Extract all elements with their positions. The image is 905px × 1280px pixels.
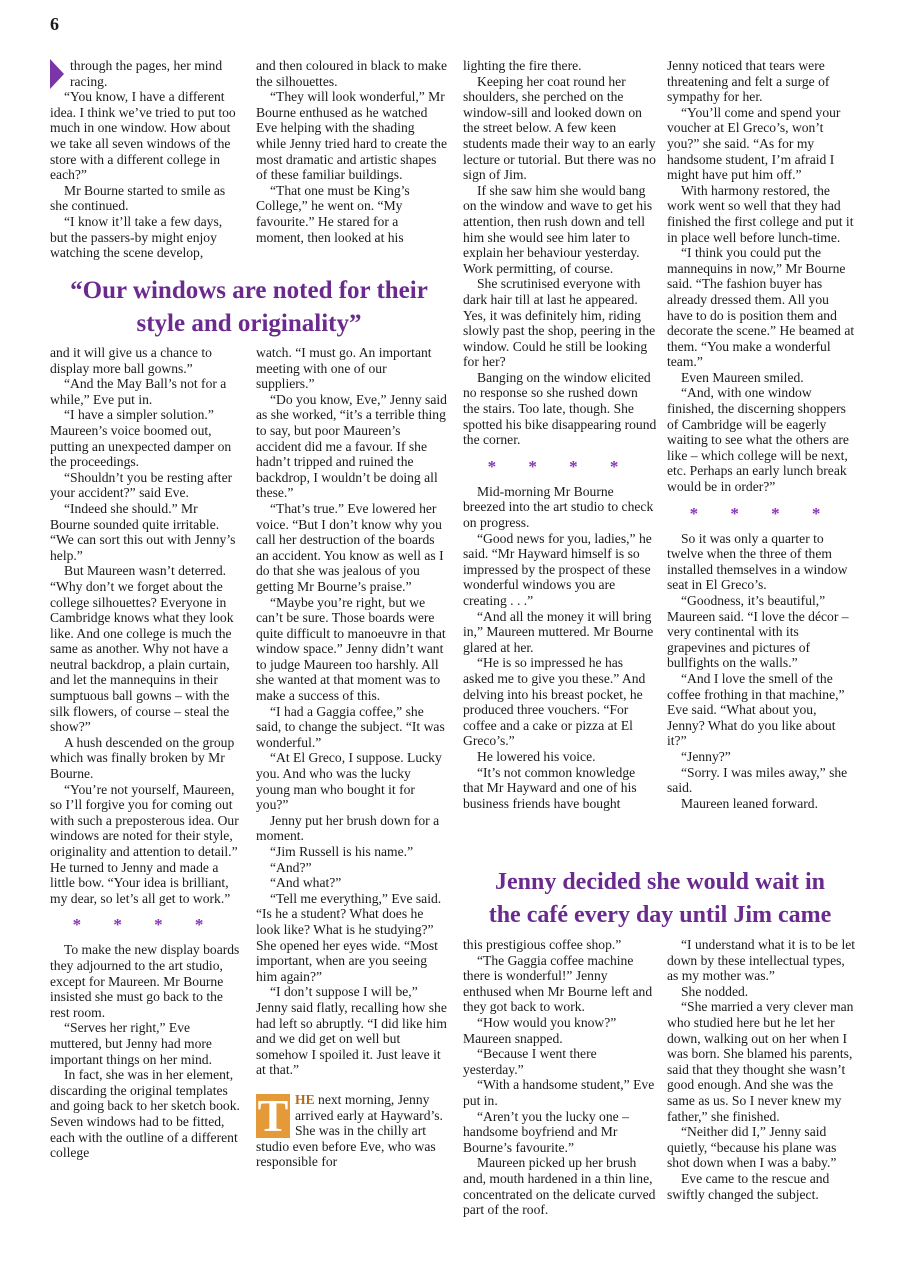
paragraph: Even Maureen smiled. bbox=[681, 369, 804, 385]
paragraph: Maureen picked up her brush and, mouth hardened in a thin line, concentrated on the delicate curved part of the roof. bbox=[463, 1155, 656, 1218]
pull-quote-line: style and originality” bbox=[136, 310, 362, 337]
section-break-stars: * * * * bbox=[72, 915, 218, 935]
paragraph: “Sorry. I was miles away,” she said. bbox=[667, 764, 848, 796]
paragraph: “And?” bbox=[270, 859, 312, 875]
paragraph: In fact, she was in her element, discarding the original templates and going back to her sketch book. Seven windows had to be fitted, each with the outline of a different college bbox=[50, 1067, 240, 1161]
section-break-stars: * * * * bbox=[487, 456, 633, 476]
paragraph: If she saw him she would bang on the window and wave to get his attention, then rush down and tell him she would see him later to explain her behaviour yesterday. Work permitting, of course. bbox=[463, 182, 653, 276]
paragraph: She nodded. bbox=[681, 983, 749, 999]
paragraph: Mid-morning Mr Bourne breezed into the art studio to check on progress. bbox=[463, 483, 654, 531]
paragraph: through the pages, her mind racing. bbox=[70, 58, 223, 89]
paragraph: “Maybe you’re right, but we can’t be sure. Those boards were quite difficult to manoeuvre in that window space.” Jenny didn’t want to judge Maureen too harshly. All she wanted at that moment was to make a success of this. bbox=[256, 594, 446, 704]
paragraph: lighting the fire there. bbox=[463, 58, 582, 73]
paragraph: He lowered his voice. bbox=[477, 748, 596, 764]
pull-quote-line: “Our windows are noted for their bbox=[70, 277, 428, 304]
paragraph: “That’s true.” Eve lowered her voice. “But I don’t know why you call her destruction of the boards an accident. You know as well as I do that she was jealous of you getting Mr Bourne’s praise.” bbox=[256, 500, 444, 594]
paragraph: With harmony restored, the work went so well that they had finished the first college and put it in place well before lunch-time. bbox=[667, 182, 854, 245]
paragraph: and then coloured in black to make the silhouettes. bbox=[256, 58, 448, 89]
paragraph: “And all the money it will bring in,” Maureen muttered. Mr Bourne glared at her. bbox=[463, 608, 654, 655]
paragraph: “And I love the smell of the coffee frothing in that machine,” Eve said. “What about you, Jenny? What do you like about it?” bbox=[667, 670, 845, 749]
paragraph: “Neither did I,” Jenny said quietly, “because his plane was shot down when I was a baby.” bbox=[667, 1124, 837, 1171]
paragraph: To make the new display boards they adjourned to the art studio, except for Maureen. Mr Bourne insisted she must go back to the rest room. bbox=[50, 942, 240, 1020]
pull-quote-line: the café every day until Jim came bbox=[488, 902, 832, 928]
arrow-icon bbox=[50, 59, 64, 89]
paragraph: “Do you know, Eve,” Jenny said as she worked, “it’s a terrible thing to say, but poor Maureen’s accident did me a favour. If she hadn’t tripped and ruined the backdrop, I wouldn’t be doing all these.” bbox=[256, 391, 447, 501]
paragraph: “How would you know?” Maureen snapped. bbox=[463, 1014, 617, 1046]
column-1-bottom bbox=[50, 345, 240, 1161]
paragraph: “I had a Gaggia coffee,” she said, to change the subject. “It was wonderful.” bbox=[256, 703, 445, 750]
paragraph: “Tell me everything,” Eve said. “Is he a student? What does he look like? What is he studying?” She opened her eyes wide. “Most important, when are you seeing him again?” bbox=[256, 890, 442, 984]
paragraph: “You’re not yourself, Maureen, so I’ll forgive you for coming out with such a preposterous idea. Our windows are noted for their style, originality and attention to detail.” He turned to Jenny and made a little bow. “Your idea is brilliant, my dear, so let’s all get to work.” bbox=[50, 781, 239, 906]
paragraph: “Good news for you, ladies,” he said. “Mr Hayward himself is so impressed by the prospect of these wonderful windows you are creating . . .” bbox=[463, 530, 652, 608]
paragraph: “Goodness, it’s beautiful,” Maureen said. “I love the décor – very continental with its grapevines and pictures of bullfights on the walls.” bbox=[667, 593, 849, 671]
paragraph: A hush descended on the group which was finally broken by Mr Bourne. bbox=[50, 734, 235, 782]
paragraph: “He is so impressed he has asked me to give you these.” And delving into his breast pocket, he produced three vouchers. “For coffee and a cake or pizza at El Greco’s.” bbox=[463, 655, 646, 749]
paragraph: “Aren’t you the lucky one – handsome boyfriend and Mr Bourne’s favourite.” bbox=[463, 1108, 629, 1155]
paragraph: “I think you could put the mannequins in now,” Mr Bourne said. “The fashion buyer has already dressed them. All you have to do is position them and decorate the scene.” He beamed at them. “You make a wonderful team.” bbox=[667, 245, 855, 370]
paragraph: “And what?” bbox=[270, 875, 342, 891]
paragraph: “Serves her right,” Eve muttered, but Jenny had more important things on her mind. bbox=[50, 1020, 212, 1067]
paragraph: “You’ll come and spend your voucher at El Greco’s, won’t you?” she said. “As for my handsome student, I’m afraid I might have put him off.” bbox=[667, 104, 841, 183]
paragraph: “She married a very clever man who studied here but he let her down, walking out on her when I was born. She blamed his parents, said that they thought she wasn’t good enough. And she was the same as us. So I never knew my father,” she finished. bbox=[667, 999, 854, 1124]
paragraph: “Jim Russell is his name.” bbox=[270, 844, 414, 859]
paragraph: Keeping her coat round her shoulders, she perched on the window-sill and looked down on the street below. A few keen students made their way to an early lecture or tutorial. But there was no sign of Jim. bbox=[463, 73, 656, 183]
paragraph: this prestigious coffee shop.” bbox=[463, 937, 622, 952]
paragraph: Mr Bourne started to smile as she continued. bbox=[50, 182, 226, 214]
paragraph: Maureen leaned forward. bbox=[681, 795, 818, 811]
paragraph: “Because I went there yesterday.” bbox=[463, 1046, 597, 1077]
column-2-top bbox=[256, 58, 448, 245]
paragraph-text: next morning, Jenny arrived early at Hayward’s. She was in the chilly art studio even before Eve, who was responsible for bbox=[256, 1091, 443, 1170]
dropcap-paragraph bbox=[256, 1089, 448, 1170]
paragraph: “And the May Ball’s not for a while,” Eve put in. bbox=[50, 376, 227, 407]
pull-quote-1 bbox=[46, 274, 452, 340]
paragraph: watch. “I must go. An important meeting with one of our suppliers.” bbox=[256, 345, 432, 392]
paragraph: “You know, I have a different idea. I think we’ve tried to put too much in one window. How about we take all seven windows of the store with a different college in each?” bbox=[50, 89, 236, 183]
small-caps: HE bbox=[295, 1091, 315, 1107]
paragraph: “At El Greco, I suppose. Lucky you. And who was the lucky young man who bought it for you?” bbox=[256, 750, 442, 813]
paragraph: Jenny put her brush down for a moment. bbox=[256, 812, 440, 844]
paragraph: “That one must be King’s College,” he went on. “My favourite.” He stared for a moment, then looked at his bbox=[256, 182, 410, 245]
column-1-top bbox=[50, 58, 240, 261]
paragraph: She scrutinised everyone with dark hair till at last he appeared. Yes, it was definitely him, riding slowly past the shop, peering in the window. Could he still be looking for her? bbox=[463, 276, 656, 370]
paragraph: Banging on the window elicited no response so she rushed down the stairs. Too late, though. She spotted his bike disappearing round the corner. bbox=[463, 369, 657, 448]
paragraph: So it was only a quarter to twelve when the three of them installed themselves in a window seat in El Greco’s. bbox=[667, 530, 848, 593]
column-3 bbox=[463, 58, 657, 811]
paragraph: “Shouldn’t you be resting after your accident?” said Eve. bbox=[50, 469, 233, 501]
paragraph: “And, with one window finished, the discerning shoppers of Cambridge will be eagerly waiting to see what the others are like – which college will be next, etc. Perhaps an early lunch break would be in order?” bbox=[667, 385, 849, 495]
paragraph: “I don’t suppose I will be,” Jenny said flatly, recalling how she had left so abruptly. “I did like him and we did get on well but somehow I spoiled it. Just leave it at that.” bbox=[256, 984, 447, 1078]
paragraph: Jenny noticed that tears were threatening and felt a surge of sympathy for her. bbox=[667, 58, 830, 105]
paragraph: “Indeed she should.” Mr Bourne sounded quite irritable. “We can sort this out with Jenny’s help.” bbox=[50, 500, 236, 563]
paragraph: “I know it’ll take a few days, but the passers-by might enjoy watching the scene develop, bbox=[50, 213, 223, 261]
paragraph: “Jenny?” bbox=[681, 748, 731, 764]
page-number: 6 bbox=[50, 14, 59, 34]
column-4 bbox=[667, 58, 857, 811]
paragraph: Eve came to the rescue and swiftly changed the subject. bbox=[667, 1170, 830, 1202]
column-3-bottom bbox=[463, 937, 657, 1218]
column-2-bottom bbox=[256, 345, 448, 1170]
pull-quote-2 bbox=[458, 866, 862, 932]
column-4-bottom bbox=[667, 937, 857, 1202]
paragraph: “It’s not common knowledge that Mr Hayward and one of his business friends have bought bbox=[463, 764, 637, 811]
paragraph: “They will look wonderful,” Mr Bourne enthused as he watched Eve helping with the shading while Jenny tried hard to create the most dramatic and artistic shapes of these familiar buildings. bbox=[256, 89, 447, 183]
paragraph: and it will give us a chance to display more ball gowns.” bbox=[50, 345, 212, 376]
paragraph: “With a handsome student,” Eve put in. bbox=[463, 1077, 655, 1108]
paragraph: “The Gaggia coffee machine there is wonderful!” Jenny enthused when Mr Bourne left and they got back to work. bbox=[463, 952, 653, 1015]
paragraph: But Maureen wasn’t deterred. “Why don’t we forget about the college silhouettes? Everyone in Cambridge knows what they look like. And one college is much the same as another. Why not have a neutral backdrop, a plain curtain, and let the mannequins in their sumptuous ball gowns – with the silk flowers, of course – steal the show?” bbox=[50, 563, 234, 735]
paragraph: “I have a simpler solution.” Maureen’s voice boomed out, putting an unexpected damper on the proceedings. bbox=[50, 407, 232, 470]
paragraph: “I understand what it is to be let down by these intellectual types, as my mother was.” bbox=[667, 937, 856, 984]
section-break-stars: * * * * bbox=[689, 503, 835, 523]
pull-quote-line: Jenny decided she would wait in bbox=[494, 869, 826, 895]
drop-cap: T bbox=[257, 1089, 289, 1141]
